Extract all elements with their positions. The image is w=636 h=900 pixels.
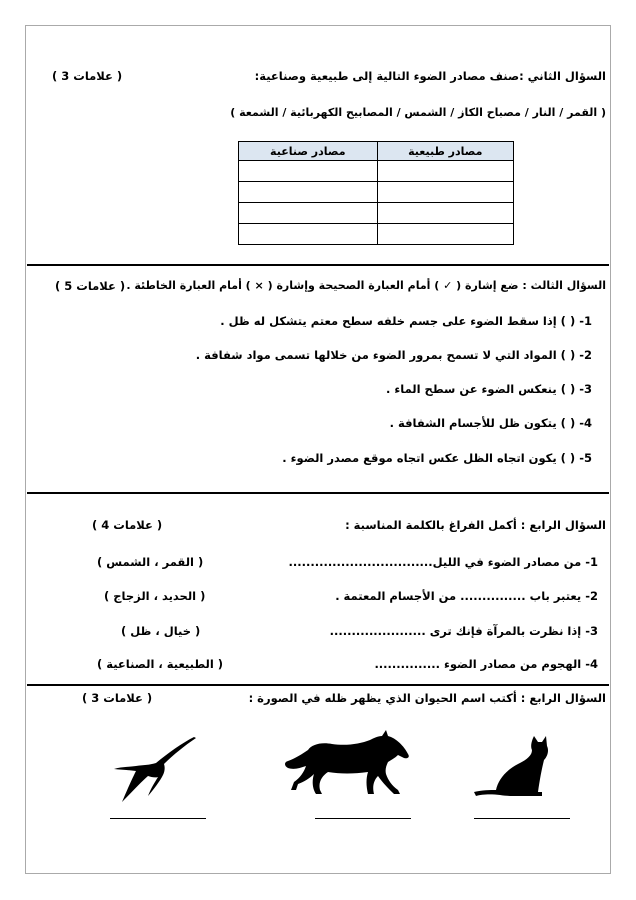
q5-marks: ( 3 علامات ) <box>82 691 153 705</box>
q4-title: السؤال الرابع : أكمل الفراغ بالكلمة المناسبة : <box>345 518 606 532</box>
table-cell[interactable] <box>239 203 378 224</box>
section-divider <box>27 684 609 686</box>
table-row <box>239 224 514 245</box>
q3-marks: ( 5 علامات ) <box>55 279 126 293</box>
q3-statement-5: 5- ( ) يكون اتجاه الظل عكس اتجاه موقع مصدر الضوء . <box>282 451 592 465</box>
q3-statement-3: 3- ( ) ينعكس الضوء عن سطح الماء . <box>386 382 592 396</box>
table-cell[interactable] <box>239 224 378 245</box>
table-row <box>239 203 514 224</box>
q4-choices-1: ( القمر ، الشمس ) <box>97 555 204 569</box>
table-row <box>239 161 514 182</box>
table-cell[interactable] <box>239 161 378 182</box>
horse-silhouette-icon <box>282 728 414 798</box>
q2-title: السؤال الثاني :صنف مصادر الضوء التالية إلى طبيعية وصناعية: <box>254 69 606 83</box>
q4-choices-3: ( خيال ، ظل ) <box>121 624 201 638</box>
q3-statement-2: 2- ( ) المواد التي لا تسمح بمرور الضوء من خلالها تسمى مواد شفافة . <box>195 348 592 362</box>
q4-item-4: 4- الهجوم من مصادر الضوء ............... <box>374 657 598 671</box>
answer-line-cat[interactable] <box>474 818 570 819</box>
q3-title: السؤال الثالث : ضع إشارة ( ✓ ) أمام العبارة الصحيحة وإشارة ( × ) أمام العبارة الخاطئة . <box>126 279 606 292</box>
cat-silhouette-icon <box>472 734 552 798</box>
q2-items: ( القمر / النار / مصباح الكاز / الشمس / المصابيح الكهربائية / الشمعة ) <box>230 106 606 119</box>
artificial-sources-header: مصادر صناعية <box>239 142 378 161</box>
q4-choices-2: ( الحديد ، الزجاج ) <box>104 589 206 603</box>
table-cell[interactable] <box>377 203 513 224</box>
q4-marks: ( 4 علامات ) <box>92 518 163 532</box>
section-divider <box>27 492 609 494</box>
q3-statement-1: 1- ( ) إذا سقط الضوء على جسم خلفه سطح معتم يتشكل له ظل . <box>220 314 592 328</box>
q5-title: السؤال الرابع : أكتب اسم الحيوان الذي يظهر ظله في الصورة : <box>248 691 606 705</box>
table-cell[interactable] <box>239 182 378 203</box>
answer-line-bird[interactable] <box>110 818 206 819</box>
q4-choices-4: ( الطبيعية ، الصناعية ) <box>97 657 224 671</box>
section-divider <box>27 264 609 266</box>
q4-item-3: 3- إذا نظرت بالمرآة فإنك ترى ...................... <box>329 624 598 638</box>
bird-silhouette-icon <box>110 734 200 806</box>
light-sources-table <box>238 141 514 245</box>
table-row <box>239 182 514 203</box>
table-cell[interactable] <box>377 224 513 245</box>
table-cell[interactable] <box>377 182 513 203</box>
natural-sources-header: مصادر طبيعية <box>377 142 513 161</box>
q2-marks: ( 3 علامات ) <box>52 69 123 83</box>
answer-line-horse[interactable] <box>315 818 411 819</box>
q3-statement-4: 4- ( ) يتكون ظل للأجسام الشفافة . <box>389 416 592 430</box>
q4-item-2: 2- يعتبر باب ............... من الأجسام المعتمة . <box>335 589 598 603</box>
table-cell[interactable] <box>377 161 513 182</box>
q4-item-1: 1- من مصادر الضوء في الليل................................. <box>288 555 598 569</box>
